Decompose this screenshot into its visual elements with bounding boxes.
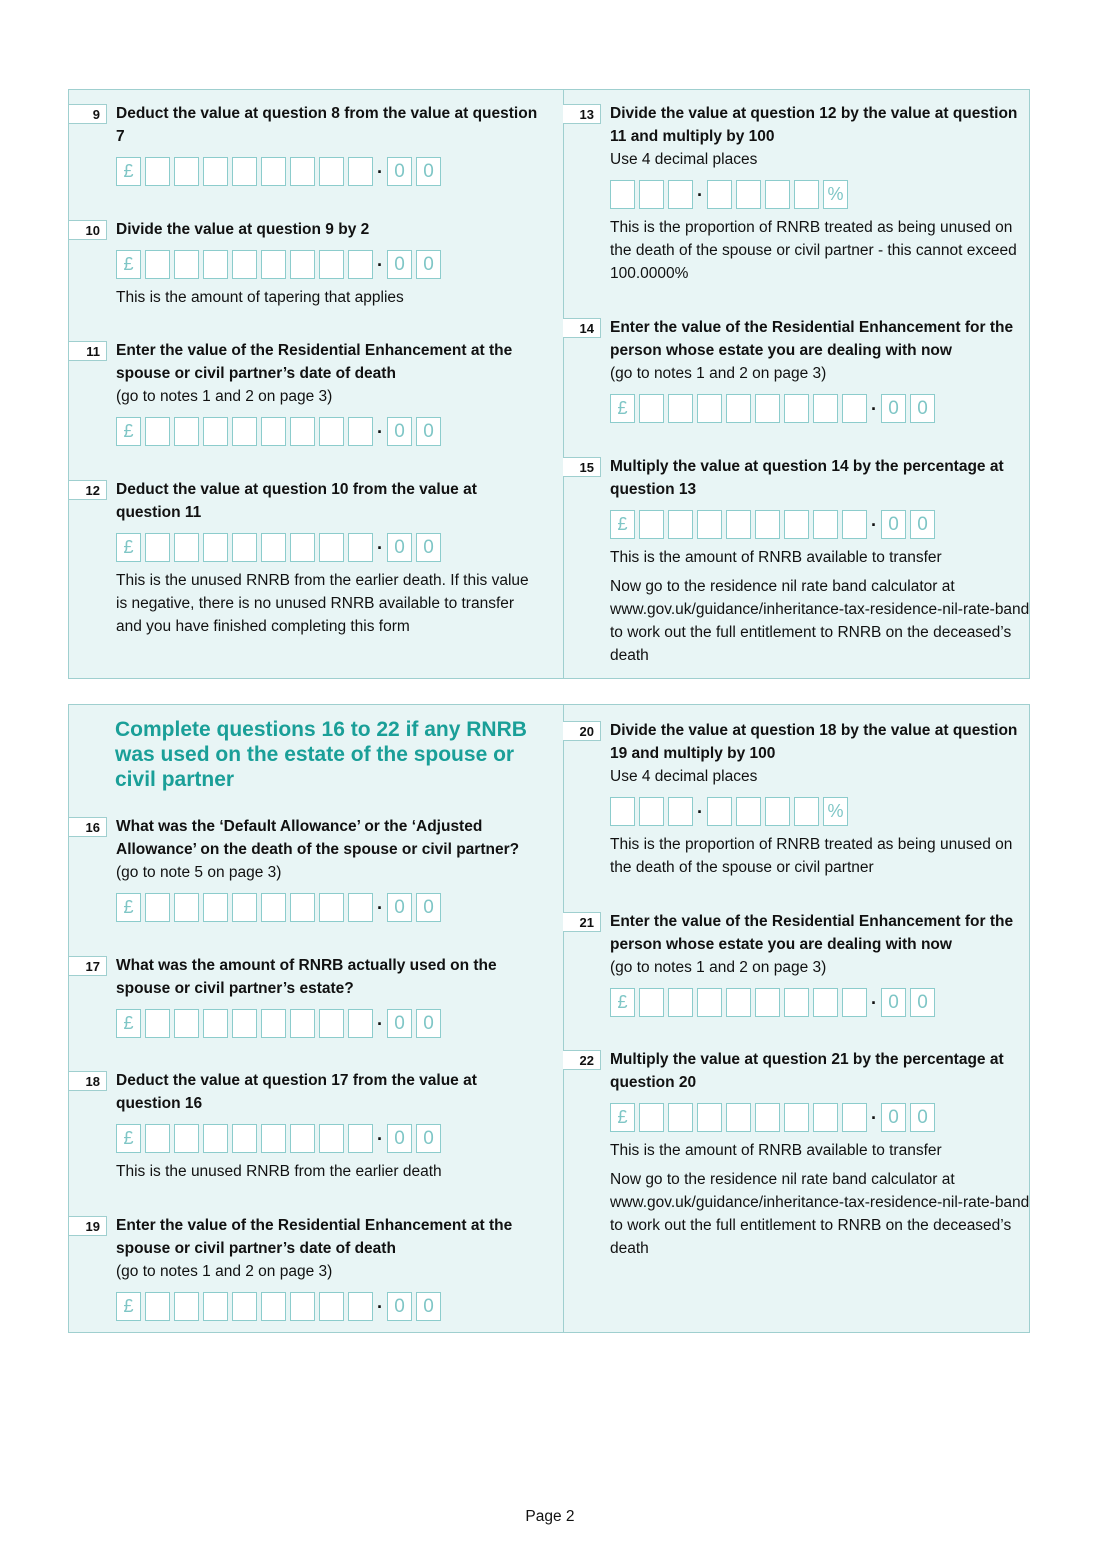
digit-box[interactable] [319,893,344,922]
pence-box: 0 [387,893,412,922]
decimal-point: · [377,421,383,442]
question-title: Deduct the value at question 10 from the value at question 11 [116,481,477,521]
question-title: What was the ‘Default Allowance’ or the ‘Adjusted Allowance’ on the death of the spouse or civil partner? [116,818,520,858]
digit-box[interactable] [203,157,228,186]
digit-box[interactable] [784,394,809,423]
question-title: Enter the value of the Residential Enhancement for the person whose estate you are dealing with now [610,913,1014,953]
decimal-point: · [377,1013,383,1034]
digit-box[interactable] [203,533,228,562]
decimal-point: · [871,992,877,1013]
pence-box: 0 [881,394,906,423]
question-14 [563,316,1031,424]
digit-box[interactable] [174,893,199,922]
digit-box[interactable] [203,893,228,922]
question-guidance: (go to note 5 on page 3) [116,864,282,881]
amount-field-q22[interactable] [610,1102,1031,1133]
digit-box[interactable] [203,417,228,446]
question-title: Enter the value of the Residential Enhancement at the spouse or civil partner’s date of death [116,342,513,382]
digit-box[interactable] [639,510,664,539]
digit-box[interactable] [174,1009,199,1038]
question-16 [69,815,539,923]
digit-box[interactable] [639,180,664,209]
question-note: This is the amount of RNRB available to transfer [610,549,942,566]
decimal-point: · [377,1296,383,1317]
pence-box: 0 [881,510,906,539]
pence-box: 0 [416,533,441,562]
digit-box[interactable] [232,1292,257,1321]
pound-sign-box: £ [116,250,141,279]
digit-box[interactable] [784,988,809,1017]
digit-box[interactable] [145,893,170,922]
digit-box[interactable] [174,417,199,446]
pence-box: 0 [910,988,935,1017]
question-title: Enter the value of the Residential Enhancement for the person whose estate you are dealing with now [610,319,1014,359]
pound-sign-box: £ [116,533,141,562]
digit-box[interactable] [203,1124,228,1153]
pence-box: 0 [387,157,412,186]
question-note: This is the proportion of RNRB treated as being unused on the death of the spouse or civil partner - this cannot exceed 100.0000% [610,219,1017,282]
digit-box[interactable] [145,533,170,562]
digit-box[interactable] [726,1103,751,1132]
decimal-box[interactable] [707,180,732,209]
digit-box[interactable] [319,533,344,562]
digit-box[interactable] [639,1103,664,1132]
pence-box: 0 [387,1124,412,1153]
amount-field-q14[interactable] [610,393,1031,424]
digit-box[interactable] [668,988,693,1017]
digit-box[interactable] [261,417,286,446]
digit-box[interactable] [668,510,693,539]
amount-field-q12[interactable] [116,532,539,563]
decimal-point: · [377,254,383,275]
digit-box[interactable] [290,1124,315,1153]
question-21 [563,910,1031,1018]
decimal-point: · [697,801,703,822]
digit-box[interactable] [755,510,780,539]
digit-box[interactable] [145,1124,170,1153]
question-note: This is the amount of tapering that applies [116,289,404,306]
percentage-field-q20[interactable] [610,796,1031,827]
pound-sign-box: £ [610,1103,635,1132]
question-20 [563,719,1031,879]
calculator-guidance: Now go to the residence nil rate band calculator at www.gov.uk/guidance/inheritance-tax-residence-nil-rate-band to work out the full entitlement to RNRB on the deceased’s death [610,1171,1030,1257]
digit-box[interactable] [203,1009,228,1038]
amount-field-q11[interactable] [116,416,539,447]
digit-box[interactable] [697,1103,722,1132]
amount-field-q9[interactable] [116,156,539,187]
question-title: Deduct the value at question 17 from the value at question 16 [116,1072,477,1112]
digit-box[interactable] [232,1124,257,1153]
question-guidance: (go to notes 1 and 2 on page 3) [610,959,827,976]
digit-box[interactable] [290,533,315,562]
decimal-box[interactable] [707,797,732,826]
question-title: Divide the value at question 12 by the value at question 11 and multiply by 100 [610,105,1018,145]
pence-box: 0 [416,1124,441,1153]
digit-box[interactable] [145,1292,170,1321]
decimal-point: · [377,161,383,182]
decimal-point: · [871,398,877,419]
amount-field-q16[interactable] [116,892,539,923]
digit-box[interactable] [174,250,199,279]
question-18 [69,1069,539,1183]
decimal-box[interactable] [765,797,790,826]
question-number: 13 [563,104,601,124]
digit-box[interactable] [348,533,373,562]
digit-box[interactable] [232,1009,257,1038]
digit-box[interactable] [610,180,635,209]
decimal-point: · [871,514,877,535]
decimal-box[interactable] [736,180,761,209]
digit-box[interactable] [348,250,373,279]
digit-box[interactable] [726,394,751,423]
digit-box[interactable] [319,417,344,446]
question-number: 11 [69,341,107,361]
digit-box[interactable] [668,180,693,209]
pound-sign-box: £ [116,157,141,186]
amount-field-q17[interactable] [116,1008,539,1039]
digit-box[interactable] [145,417,170,446]
pound-sign-box: £ [116,1009,141,1038]
digit-box[interactable] [784,1103,809,1132]
digit-box[interactable] [842,1103,867,1132]
question-number: 15 [563,457,601,477]
decimal-point: · [377,537,383,558]
question-note: This is the unused RNRB from the earlier death [116,1163,442,1180]
question-number: 10 [69,220,107,240]
question-title: Divide the value at question 9 by 2 [116,221,370,238]
digit-box[interactable] [813,510,838,539]
pence-box: 0 [387,1009,412,1038]
question-9 [69,102,539,187]
digit-box[interactable] [261,1009,286,1038]
digit-box[interactable] [174,157,199,186]
pound-sign-box: £ [610,988,635,1017]
digit-box[interactable] [145,250,170,279]
pence-box: 0 [416,1009,441,1038]
digit-box[interactable] [203,1292,228,1321]
digit-box[interactable] [348,1009,373,1038]
digit-box[interactable] [261,250,286,279]
question-guidance: Use 4 decimal places [610,151,758,168]
question-11 [69,339,539,447]
pence-box: 0 [910,510,935,539]
question-number: 9 [69,104,107,124]
pound-sign-box: £ [610,510,635,539]
decimal-point: · [377,1128,383,1149]
percent-sign-box: % [823,797,848,826]
amount-field-q21[interactable] [610,987,1031,1018]
decimal-box[interactable] [794,180,819,209]
digit-box[interactable] [290,1009,315,1038]
section-heading: Complete questions 16 to 22 if any RNRB was used on the estate of the spouse or civil partner [115,718,527,791]
question-note: This is the amount of RNRB available to transfer [610,1142,942,1159]
digit-box[interactable] [261,157,286,186]
amount-field-q19[interactable] [116,1291,539,1322]
digit-box[interactable] [842,510,867,539]
digit-box[interactable] [348,1292,373,1321]
question-number: 14 [563,318,601,338]
digit-box[interactable] [290,893,315,922]
question-title: Multiply the value at question 14 by the percentage at question 13 [610,458,1004,498]
pence-box: 0 [387,250,412,279]
question-title: Enter the value of the Residential Enhancement at the spouse or civil partner’s date of death [116,1217,513,1257]
question-15 [563,455,1031,667]
digit-box[interactable] [319,1009,344,1038]
digit-box[interactable] [319,1292,344,1321]
digit-box[interactable] [755,394,780,423]
decimal-point: · [871,1107,877,1128]
question-title: What was the amount of RNRB actually used on the spouse or civil partner’s estate? [116,957,497,997]
digit-box[interactable] [174,1124,199,1153]
digit-box[interactable] [842,988,867,1017]
digit-box[interactable] [726,988,751,1017]
pound-sign-box: £ [116,893,141,922]
digit-box[interactable] [261,1124,286,1153]
digit-box[interactable] [203,250,228,279]
digit-box[interactable] [232,893,257,922]
percentage-field-q13[interactable] [610,179,1031,210]
digit-box[interactable] [668,394,693,423]
question-number: 22 [563,1050,601,1070]
decimal-point: · [697,184,703,205]
pence-box: 0 [881,1103,906,1132]
digit-box[interactable] [842,394,867,423]
pence-box: 0 [416,1292,441,1321]
digit-box[interactable] [348,893,373,922]
digit-box[interactable] [348,417,373,446]
digit-box[interactable] [174,1292,199,1321]
pence-box: 0 [416,250,441,279]
question-19 [69,1214,539,1322]
digit-box[interactable] [668,797,693,826]
pence-box: 0 [416,893,441,922]
digit-box[interactable] [261,533,286,562]
digit-box[interactable] [232,417,257,446]
digit-box[interactable] [232,533,257,562]
pound-sign-box: £ [116,1124,141,1153]
question-title: Divide the value at question 18 by the value at question 19 and multiply by 100 [610,722,1018,762]
digit-box[interactable] [697,988,722,1017]
pence-box: 0 [881,988,906,1017]
question-number: 17 [69,956,107,976]
digit-box[interactable] [290,250,315,279]
digit-box[interactable] [668,1103,693,1132]
pound-sign-box: £ [116,1292,141,1321]
pence-box: 0 [387,1292,412,1321]
question-guidance: (go to notes 1 and 2 on page 3) [116,1263,333,1280]
digit-box[interactable] [319,157,344,186]
pence-box: 0 [416,157,441,186]
page-number: Page 2 [525,1508,575,1525]
decimal-box[interactable] [794,797,819,826]
digit-box[interactable] [348,1124,373,1153]
questions-16-22-panel [68,704,1030,1333]
question-number: 12 [69,480,107,500]
calculator-guidance: Now go to the residence nil rate band calculator at www.gov.uk/guidance/inheritance-tax-residence-nil-rate-band to work out the full entitlement to RNRB on the deceased’s death [610,578,1030,664]
pound-sign-box: £ [610,394,635,423]
pound-sign-box: £ [116,417,141,446]
question-number: 20 [563,721,601,741]
question-12 [69,478,539,638]
digit-box[interactable] [145,157,170,186]
question-title: Deduct the value at question 8 from the value at question 7 [116,105,538,145]
question-17 [69,954,539,1039]
question-number: 16 [69,817,107,837]
digit-box[interactable] [232,250,257,279]
question-number: 21 [563,912,601,932]
question-13 [563,102,1031,285]
amount-field-q18[interactable] [116,1123,539,1154]
digit-box[interactable] [174,533,199,562]
digit-box[interactable] [610,797,635,826]
question-note: This is the proportion of RNRB treated as being unused on the death of the spouse or civil partner [610,836,1013,876]
question-guidance: Use 4 decimal places [610,768,758,785]
digit-box[interactable] [755,1103,780,1132]
pence-box: 0 [387,417,412,446]
decimal-box[interactable] [736,797,761,826]
pence-box: 0 [910,1103,935,1132]
digit-box[interactable] [261,1292,286,1321]
question-guidance: (go to notes 1 and 2 on page 3) [610,365,827,382]
digit-box[interactable] [290,417,315,446]
questions-9-15-panel [68,89,1030,679]
digit-box[interactable] [784,510,809,539]
digit-box[interactable] [697,394,722,423]
digit-box[interactable] [319,1124,344,1153]
question-note: This is the unused RNRB from the earlier death. If this value is negative, there is no unused RNRB available to transfer and you have finished completing this form [116,572,529,635]
digit-box[interactable] [348,157,373,186]
digit-box[interactable] [639,394,664,423]
pence-box: 0 [910,394,935,423]
digit-box[interactable] [813,988,838,1017]
digit-box[interactable] [232,157,257,186]
question-title: Multiply the value at question 21 by the percentage at question 20 [610,1051,1004,1091]
digit-box[interactable] [145,1009,170,1038]
digit-box[interactable] [639,988,664,1017]
question-22 [563,1048,1031,1260]
digit-box[interactable] [290,157,315,186]
percent-sign-box: % [823,180,848,209]
amount-field-q15[interactable] [610,509,1031,540]
pence-box: 0 [387,533,412,562]
decimal-point: · [377,897,383,918]
pence-box: 0 [416,417,441,446]
digit-box[interactable] [755,988,780,1017]
question-number: 19 [69,1216,107,1236]
digit-box[interactable] [813,394,838,423]
decimal-box[interactable] [765,180,790,209]
question-number: 18 [69,1071,107,1091]
digit-box[interactable] [290,1292,315,1321]
digit-box[interactable] [319,250,344,279]
question-guidance: (go to notes 1 and 2 on page 3) [116,388,333,405]
question-10 [69,218,539,309]
digit-box[interactable] [813,1103,838,1132]
digit-box[interactable] [697,510,722,539]
digit-box[interactable] [261,893,286,922]
amount-field-q10[interactable] [116,249,539,280]
digit-box[interactable] [639,797,664,826]
digit-box[interactable] [726,510,751,539]
